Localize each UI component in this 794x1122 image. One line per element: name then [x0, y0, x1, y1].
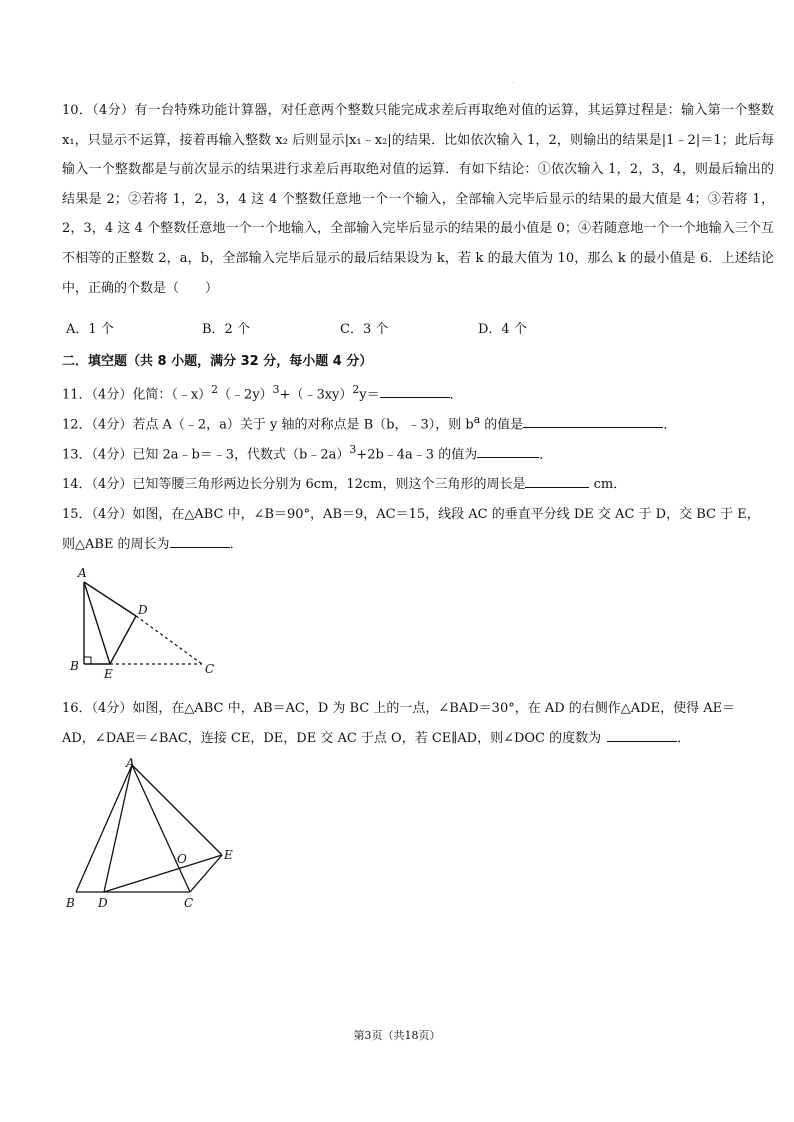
label-a: A [78, 566, 87, 580]
figure-q16 [62, 755, 252, 915]
q11-exp2: 3 [272, 383, 280, 396]
page-footer: 第3页（共18页） [353, 1029, 441, 1042]
q15-line2-text: 则△ABE 的周长为 [62, 537, 170, 552]
q16-end: ． [677, 731, 691, 746]
q11-exp1: 2 [211, 383, 219, 396]
segment-ac [132, 765, 190, 892]
label-d: D [98, 896, 108, 910]
question-13 [62, 443, 552, 462]
label-b: B [70, 659, 79, 673]
segment-de [104, 855, 222, 892]
q12-post: 的值是 [480, 417, 524, 433]
q13-exp: 3 [349, 443, 357, 456]
label-d: D [138, 603, 148, 617]
right-angle-mark [84, 657, 91, 664]
scan-dot: . [512, 78, 514, 85]
q14-pre: 14．（4分）已知等腰三角形两边长分别为 6cm，12cm，则这个三角形的周长是 [62, 477, 526, 492]
segment-ab [76, 765, 132, 892]
figure-q15 [62, 562, 232, 680]
question-14 [62, 473, 626, 492]
question-16-line1: 16．（4分）如图，在△ABC 中，AB＝AC，D 为 BC 上的一点，∠BAD＝30°，在 AD 的右侧作△ADE，使得 AE＝ [62, 701, 736, 716]
label-c: C [205, 662, 215, 676]
answer-blank [523, 415, 663, 428]
option-a: A．1 个 [66, 322, 114, 337]
q11-mid1: （﹣2y） [218, 387, 273, 403]
label-e: E [224, 848, 233, 862]
segment-ad [84, 582, 136, 616]
option-d: D．4 个 [478, 322, 527, 337]
question-15-line2 [62, 533, 243, 552]
segment-dc-dashed [136, 616, 202, 664]
q13-end: ． [539, 447, 553, 463]
answer-blank [477, 445, 539, 458]
q15-end: ． [229, 537, 243, 552]
q12-pre: 12．（4分）若点 A（﹣2，a）关于 y 轴的对称点是 B（b，﹣3），则 b [62, 417, 474, 433]
segment-ae [132, 765, 222, 855]
label-c: C [184, 896, 194, 910]
label-a: A [126, 756, 135, 770]
option-b: B．2 个 [202, 322, 250, 337]
q11-post: y＝ [359, 387, 380, 403]
q13-pre: 13．（4分）已知 2a﹣b＝﹣3，代数式（b﹣2a） [62, 447, 350, 463]
answer-blank [525, 475, 589, 488]
q12-end: ． [663, 417, 677, 433]
label-b: B [66, 896, 75, 910]
q13-post: +2b﹣4a﹣3 的值为 [356, 447, 478, 463]
q16-line2-text: AD，∠DAE＝∠BAC，连接 CE，DE，DE 交 AC 于点 O，若 CE∥AD，则∠DOC 的度数为 [62, 731, 602, 746]
answer-blank [380, 385, 450, 398]
question-16-line2 [62, 727, 690, 746]
question-11 [62, 383, 463, 402]
question-15-line1: 15．（4分）如图，在△ABC 中，∠B＝90°，AB＝9，AC＝15，线段 AC 的垂直平分线 DE 交 AC 于 D，交 BC 于 E， [62, 507, 760, 522]
segment-de [110, 616, 136, 664]
question-10-text: 10．（4分）有一台特殊功能计算器，对任意两个整数只能完成求差后再取绝对值的运算，其运算过程是：输入第一个整数 x₁，只显示不运算，接着再输入整数 x₂ 后则显示|x₁﹣x₂|的结果．比如依次输入 1，2，则输出的结果是|1﹣2|＝1；此后每输入一个整数都是与前次显示的结果进行求差后再取绝对值的运算．有如下结论：①依次输入 1，2，3，4，则最后输出的结果是 2；②若将 1，2，3，4 这 4 个整数任意地一个一个输入，全部输入完毕后显示的结果的最大值是 4；③若将 1，2，3，4 这 4 个整数任意地一个一个地输入，全部输入完毕后显示的结果的最小值是 0；④若随意地一个一个地输入三个互不相等的正整数 2，a，b，全部输入完毕后显示的最后结果设为 k，若 k 的最大值为 10，那么 k 的最小值是 6．上述结论中，正确的个数是（ ） [62, 103, 774, 296]
section-title: 二．填空题（共 8 小题，满分 32 分，每小题 4 分） [62, 354, 373, 369]
option-c: C．3 个 [340, 322, 389, 337]
q12-exp: a [473, 413, 481, 426]
answer-blank [607, 729, 677, 742]
label-e: E [104, 667, 113, 680]
q11-mid2: +（﹣3xy） [279, 387, 353, 403]
q14-end: cm． [589, 477, 627, 492]
answer-blank [170, 535, 230, 548]
q11-end: ． [449, 387, 463, 403]
question-12 [62, 413, 676, 432]
label-o: O [177, 852, 187, 866]
segment-ad [104, 765, 132, 892]
segment-ae [84, 582, 110, 664]
q11-exp3: 2 [352, 383, 360, 396]
q11-pre: 11．（4分）化简：（﹣x） [62, 387, 212, 403]
